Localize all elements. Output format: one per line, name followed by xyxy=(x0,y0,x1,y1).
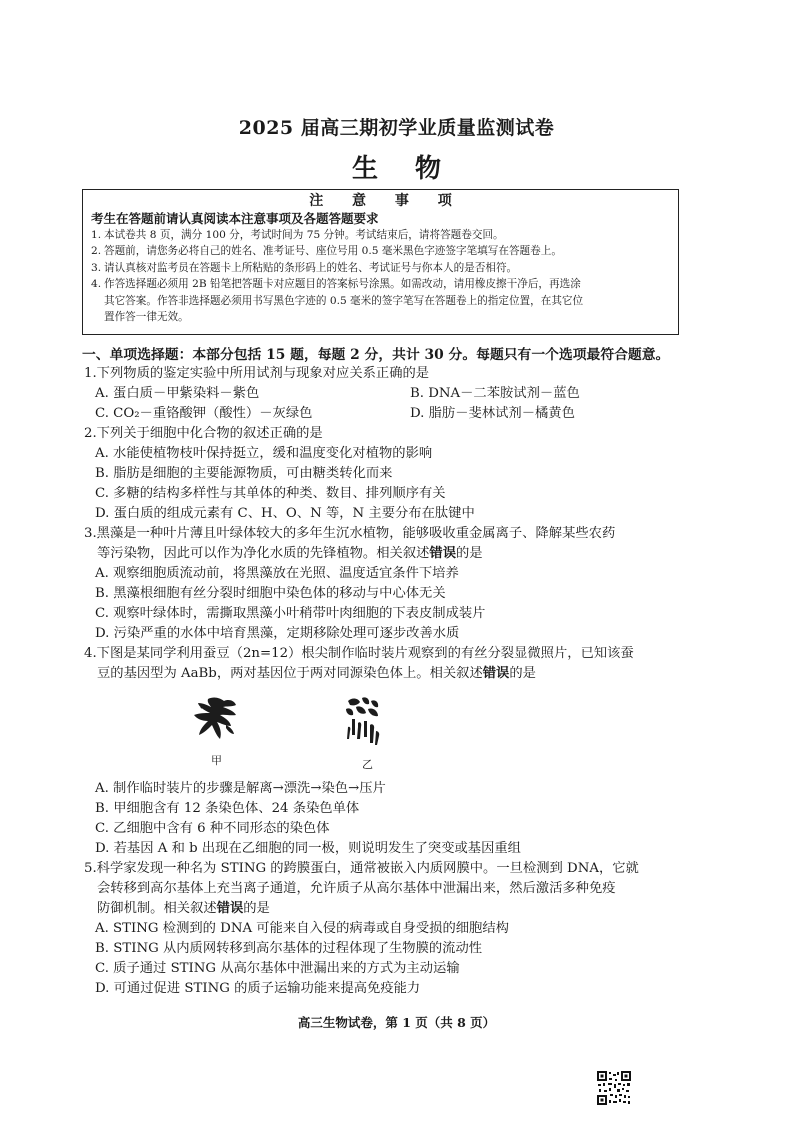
notice-item-number: 3. xyxy=(91,261,102,274)
question-5-stem-line2: 会转移到高尔基体上充当离子通道，允许质子从高尔基体中泄漏出来，然后激活多种免疫 xyxy=(97,881,616,896)
question-3-option-a: A. 观察细胞质流动前，将黑藻放在光照、温度适宜条件下培养 xyxy=(95,566,459,581)
notice-box xyxy=(82,189,679,335)
exam-subject: 生 物 xyxy=(351,154,456,184)
caption-yi: 乙 xyxy=(362,758,373,771)
notice-item xyxy=(91,260,670,276)
question-4-option-d: D. 若基因 A 和 b 出现在乙细胞的同一极，则说明发生了突变或基因重组 xyxy=(95,841,521,856)
question-1-stem: 1.下列物质的鉴定实验中所用试剂与现象对应关系正确的是 xyxy=(84,366,430,381)
question-2-option-c: C. 多糖的结构多样性与其单体的种类、数目、排列顺序有关 xyxy=(95,486,446,501)
notice-lead: 考生在答题前请认真阅读本注意事项及各题答题要求 xyxy=(91,211,379,226)
notice-item-text: 作答选择题必须用 2B 铅笔把答题卡对应题目的答案标号涂黑。如需改动，请用橡皮擦干净后，再选涂 xyxy=(104,278,581,291)
notice-item xyxy=(91,243,670,259)
question-3-stem-text: 等污染物，因此可以作为净化水质的先锋植物。相关叙述 xyxy=(97,546,430,561)
notice-item xyxy=(91,227,670,243)
notice-heading: 注 意 事 项 xyxy=(309,193,464,209)
question-1-option-d: D. 脂肪－斐林试剂－橘黄色 xyxy=(410,406,575,421)
question-3-option-d: D. 污染严重的水体中培育黑藻，定期移除处理可逐步改善水质 xyxy=(95,626,460,641)
question-5-stem-text: 防御机制。相关叙述 xyxy=(97,901,217,916)
question-5-stem-line3 xyxy=(97,899,270,919)
question-1-option-a: A. 蛋白质－甲紫染料－紫色 xyxy=(95,386,260,401)
question-3-option-c: C. 观察叶绿体时，需撕取黑藻小叶稍带叶肉细胞的下表皮制成装片 xyxy=(95,606,486,621)
notice-item-text: 请认真核对监考员在答题卡上所粘贴的条形码上的姓名、考试证号与你本人的是否相符。 xyxy=(104,261,518,274)
question-5-option-b: B. STING 从内质网转移到高尔基体的过程体现了生物膜的流动性 xyxy=(95,941,483,956)
question-2-option-d: D. 蛋白质的组成元素有 C、H、O、N 等，N 主要分布在肽键中 xyxy=(95,506,475,521)
cell-jia-micrograph xyxy=(190,695,246,743)
question-4-stem-line2 xyxy=(97,664,536,684)
notice-item-text: 答题前，请您务必将自己的姓名、准考证号、座位号用 0.5 毫米黑色字迹签字笔填写在答题卷上。 xyxy=(104,245,562,258)
qr-code-icon xyxy=(596,1070,632,1106)
page-footer: 高三生物试卷，第 1 页（共 8 页） xyxy=(297,1015,496,1030)
question-5-option-a: A. STING 检测到的 DNA 可能来自入侵的病毒或自身受损的细胞结构 xyxy=(95,921,509,936)
notice-item-text: 本试卷共 8 页，满分 100 分，考试时间为 75 分钟。考试结束后，请将答题卷交回。 xyxy=(104,229,504,241)
question-4-option-c: C. 乙细胞中含有 6 种不同形态的染色体 xyxy=(95,821,330,836)
emphasis-wrong: 错误 xyxy=(216,901,244,916)
question-2-option-b: B. 脂肪是细胞的主要能源物质，可由糖类转化而来 xyxy=(95,466,393,481)
notice-item-number: 1. xyxy=(91,229,102,241)
exam-title: 2025 届高三期初学业质量监测试卷 xyxy=(238,117,555,139)
question-4-option-b: B. 甲细胞含有 12 条染色体、24 条染色单体 xyxy=(95,801,360,816)
question-5-option-c: C. 质子通过 STING 从高尔基体中泄漏出来的方式为主动运输 xyxy=(95,961,460,976)
question-3-stem: 3.黑藻是一种叶片薄且叶绿体较大的多年生沉水植物，能够吸收重金属离子、降解某些农药 xyxy=(84,526,616,541)
question-4-stem: 4.下图是某同学利用蚕豆（2n=12）根尖制作临时装片观察到的有丝分裂显微照片，已知该蚕 xyxy=(84,646,634,661)
section-heading: 一、单项选择题：本部分包括 15 题，每题 2 分，共计 30 分。每题只有一个选项最符合题意。 xyxy=(82,347,670,363)
question-1-option-c: C. CO₂－重铬酸钾（酸性）－灰绿色 xyxy=(95,406,313,421)
question-5-stem-text: 的是 xyxy=(243,901,270,916)
question-4-option-a: A. 制作临时装片的步骤是解离→漂洗→染色→压片 xyxy=(95,781,386,796)
notice-item xyxy=(91,276,670,292)
question-3-option-b: B. 黑藻根细胞有丝分裂时细胞中染色体的移动与中心体无关 xyxy=(95,586,446,601)
question-2-stem: 2.下列关于细胞中化合物的叙述正确的是 xyxy=(84,426,323,441)
question-5-stem: 5.科学家发现一种名为 STING 的跨膜蛋白，通常被嵌入内质网膜中。一旦检测到 DNA，它就 xyxy=(84,861,639,876)
emphasis-wrong: 错误 xyxy=(482,666,510,681)
caption-jia: 甲 xyxy=(211,754,222,767)
emphasis-wrong: 错误 xyxy=(429,546,457,561)
question-5-option-d: D. 可通过促进 STING 的质子运输功能来提高免疫能力 xyxy=(95,981,421,996)
notice-item-number: 4. xyxy=(91,278,102,291)
question-3-stem-text: 的是 xyxy=(456,546,483,561)
notice-item-number: 2. xyxy=(91,245,102,258)
question-2-option-a: A. 水能使植物枝叶保持挺立，缓和温度变化对植物的影响 xyxy=(95,446,433,461)
question-4-stem-text: 豆的基因型为 AaBb，两对基因位于两对同源染色体上。相关叙述 xyxy=(97,666,483,681)
notice-item-continued: 置作答一律无效。 xyxy=(104,311,189,324)
cell-yi-micrograph xyxy=(340,695,386,749)
question-1-option-b: B. DNA－二苯胺试剂－蓝色 xyxy=(410,386,580,401)
notice-item-continued: 其它答案。作答非选择题必须用书写黑色字迹的 0.5 毫米的签字笔写在答题卷上的指定位置，在其它位 xyxy=(104,294,584,307)
question-3-stem-line2 xyxy=(97,544,483,564)
question-4-stem-text: 的是 xyxy=(509,666,536,681)
